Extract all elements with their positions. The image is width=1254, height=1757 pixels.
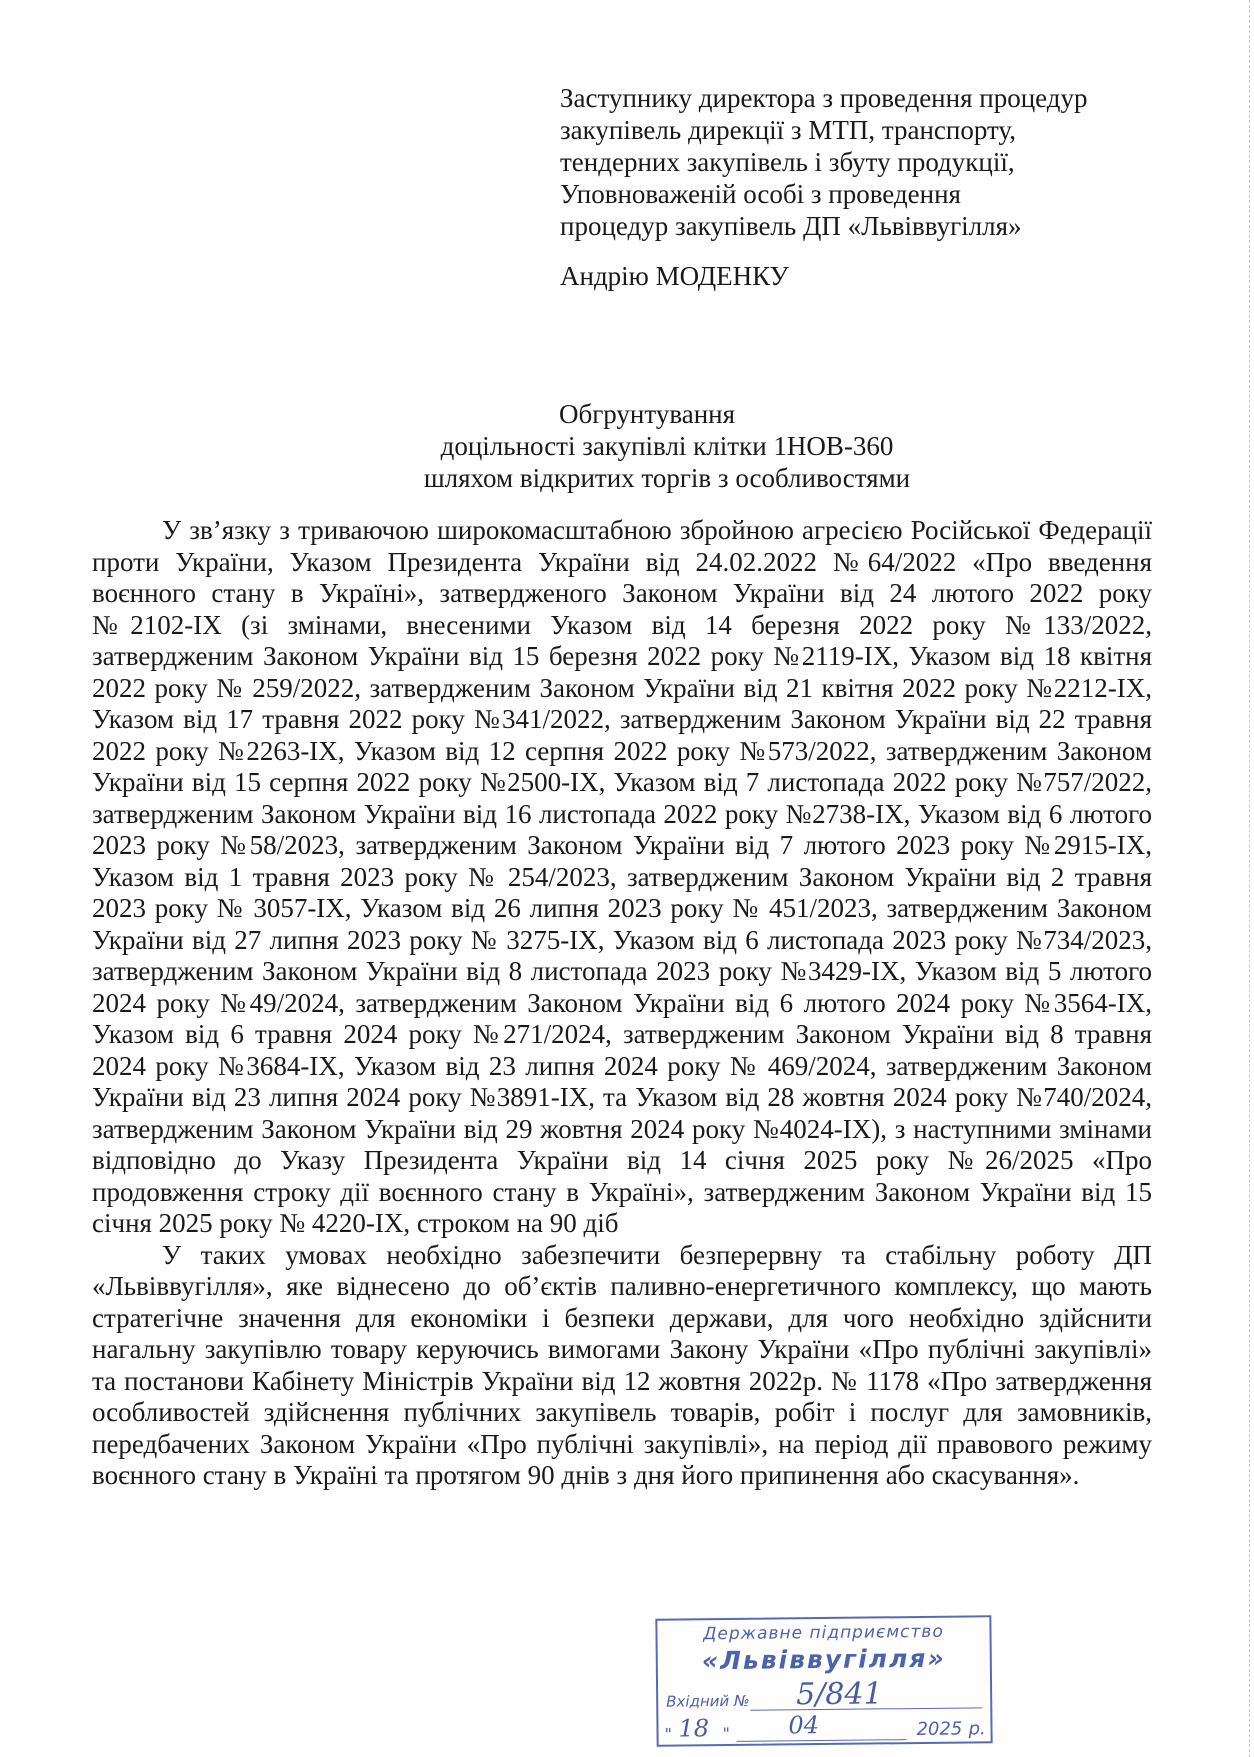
title-line-1: Обгрунтування [558,399,736,429]
stamp-month: 04 [788,1711,820,1740]
stamp-quote-close: " [722,1723,731,1744]
stamp-year: 2025 [916,1718,963,1741]
stamp-organization-type: Державне підприємство [703,1621,944,1645]
stamp-quote-open: " [664,1724,673,1744]
stamp-incoming-label: Вхідний № [666,1691,750,1711]
document-body [92,515,1152,1492]
addressee-name: Андрію МОДЕНКУ [560,261,789,291]
title-line-3: шляхом відкритих торгів з особливостями [423,463,911,493]
stamp-year-suffix: р. [968,1718,986,1740]
body-paragraph-2: У таких умовах необхідно забезпечити безперервну та стабільну роботу ДП «Львіввугілля», яке віднесено до об’єктів паливно-енергетичного комплексу, що мають стратегічне значення для економіки і безпеки держави, для чого необхідно здійснити нагальну закупівлю товару керуючись вимогами Закону України «Про публічні закупівлі» та постанови Кабінету Міністрів України від 12 жовтня 2022р. № 1178 «Про затвердження особливостей здійснення публічних закупівель товарів, робіт і послуг для замовників, передбачених Законом України «Про публічні закупівлі», на період дії правового режиму воєнного стану в Україні та протягом 90 днів з дня його припинення або скасування». [92,1239,1152,1490]
registration-stamp [655,1615,992,1747]
document-title [0,398,1254,494]
body-paragraph-1: У зв’язку з триваючою широкомасштабною збройною агресією Російської Федерації проти України, Указом Президента України від 24.02.2022 №64/2022 «Про введення воєнного стану в Україні», затвердженого Законом України від 24 лютого 2022 року №2102-IX (зі змінами, внесеними Указом від 14 березня 2022 року №133/2022, затвердженим Законом України від 15 березня 2022 року №2119-IX, Указом від 18 квітня 2022 року № 259/2022, затвердженим Законом України від 21 квітня 2022 року №2212-IX, Указом від 17 травня 2022 року №341/2022, затвердженим Законом України від 22 травня 2022 року №2263-IX, Указом від 12 серпня 2022 року №573/2022, затвердженим Законом України від 15 серпня 2022 року №2500-IX, Указом від 7 листопада 2022 року №757/2022, затвердженим Законом України від 16 листопада 2022 року №2738-IX, Указом від 6 лютого 2023 року №58/2023, затвердженим Законом України від 7 лютого 2023 року №2915-IX, Указом від 1 травня 2023 року № 254/2023, затвердженим Законом України від 2 травня 2023 року № 3057-IX, Указом від 26 липня 2023 року № 451/2023, затвердженим Законом України від 27 липня 2023 року № 3275-IX, Указом від 6 листопада 2023 року №734/2023, затвердженим Законом України від 8 листопада 2023 року №3429-IX, Указом від 5 лютого 2024 року №49/2024, затвердженим Законом України від 6 лютого 2024 року №3564-IX, Указом від 6 травня 2024 року №271/2024, затвердженим Законом України від 8 травня 2024 року №3684-IX, Указом від 23 липня 2024 року № 469/2024, затвердженим Законом України від 23 липня 2024 року №3891-IX, та Указом від 28 жовтня 2024 року №740/2024, затвердженим Законом України від 29 жовтня 2024 року №4024-IX), з наступними змінами відповідно до Указу Президента України від 14 січня 2025 року №26/2025 «Про продовження строку дії воєнного стану в Україні», затвердженим Законом України від 15 січня 2025 року № 4220-IX, строком на 90 діб [92,515,1152,1238]
stamp-date-line [737,1739,907,1742]
stamp-day: 18 [678,1714,710,1743]
page-edge-line [1248,0,1250,1757]
addressee-line-3: тендерних закупівель і збуту продукції, [560,147,1015,177]
addressee-line-2: закупівель дирекції з МТП, транспорту, [560,115,1016,145]
addressee-line-5: процедур закупівель ДП «Львіввугілля» [560,211,1022,241]
addressee-line-4: Уповноваженій особі з проведення [560,179,961,209]
title-line-2: доцільності закупівлі клітки 1НОВ-360 [440,431,894,461]
addressee-block [560,82,1160,292]
stamp-organization-name: «Львіввугілля» [701,1643,946,1676]
addressee-line-1: Заступнику директора з проведення процедур [560,83,1088,113]
stamp-incoming-number: 5/841 [795,1676,883,1713]
